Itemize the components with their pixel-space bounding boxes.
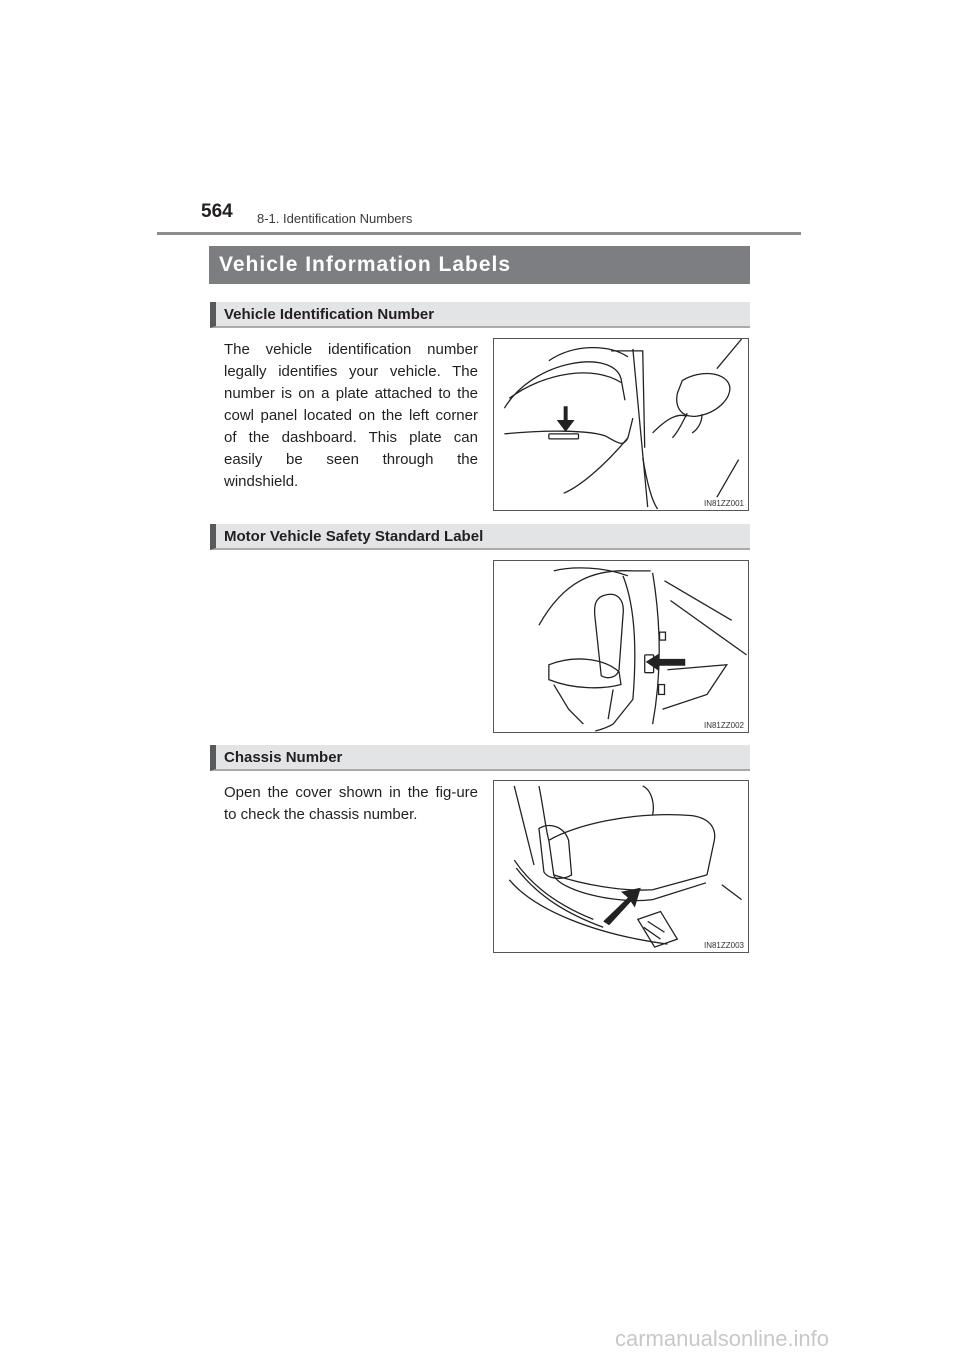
subheading-chassis: Chassis Number bbox=[210, 745, 750, 771]
watermark: carmanualsonline.info bbox=[615, 1326, 830, 1351]
figure-chassis bbox=[493, 780, 749, 953]
figure-code: IN81ZZ001 bbox=[703, 499, 744, 508]
figure-code: IN81ZZ002 bbox=[703, 721, 744, 730]
chassis-description: Open the cover shown in the fig-ure to check the chassis number. bbox=[224, 784, 478, 823]
page-number: 564 bbox=[201, 201, 233, 222]
header-rule bbox=[157, 232, 801, 235]
figure-vin bbox=[493, 338, 749, 511]
figure-code: IN81ZZ003 bbox=[703, 941, 744, 950]
vin-description: The vehicle identification number legally identifies your vehicle. The number is on a plate attached to the cowl panel located on the left corner of the dashboard. This plate can easily be seen through the windshield. bbox=[224, 341, 478, 490]
figure-mvss bbox=[493, 560, 749, 733]
section-header: 8-1. Identification Numbers bbox=[257, 211, 413, 226]
page-title: Vehicle Information Labels bbox=[209, 246, 750, 284]
subheading-vin: Vehicle Identification Number bbox=[210, 302, 750, 328]
subheading-mvss: Motor Vehicle Safety Standard Label bbox=[210, 524, 750, 550]
